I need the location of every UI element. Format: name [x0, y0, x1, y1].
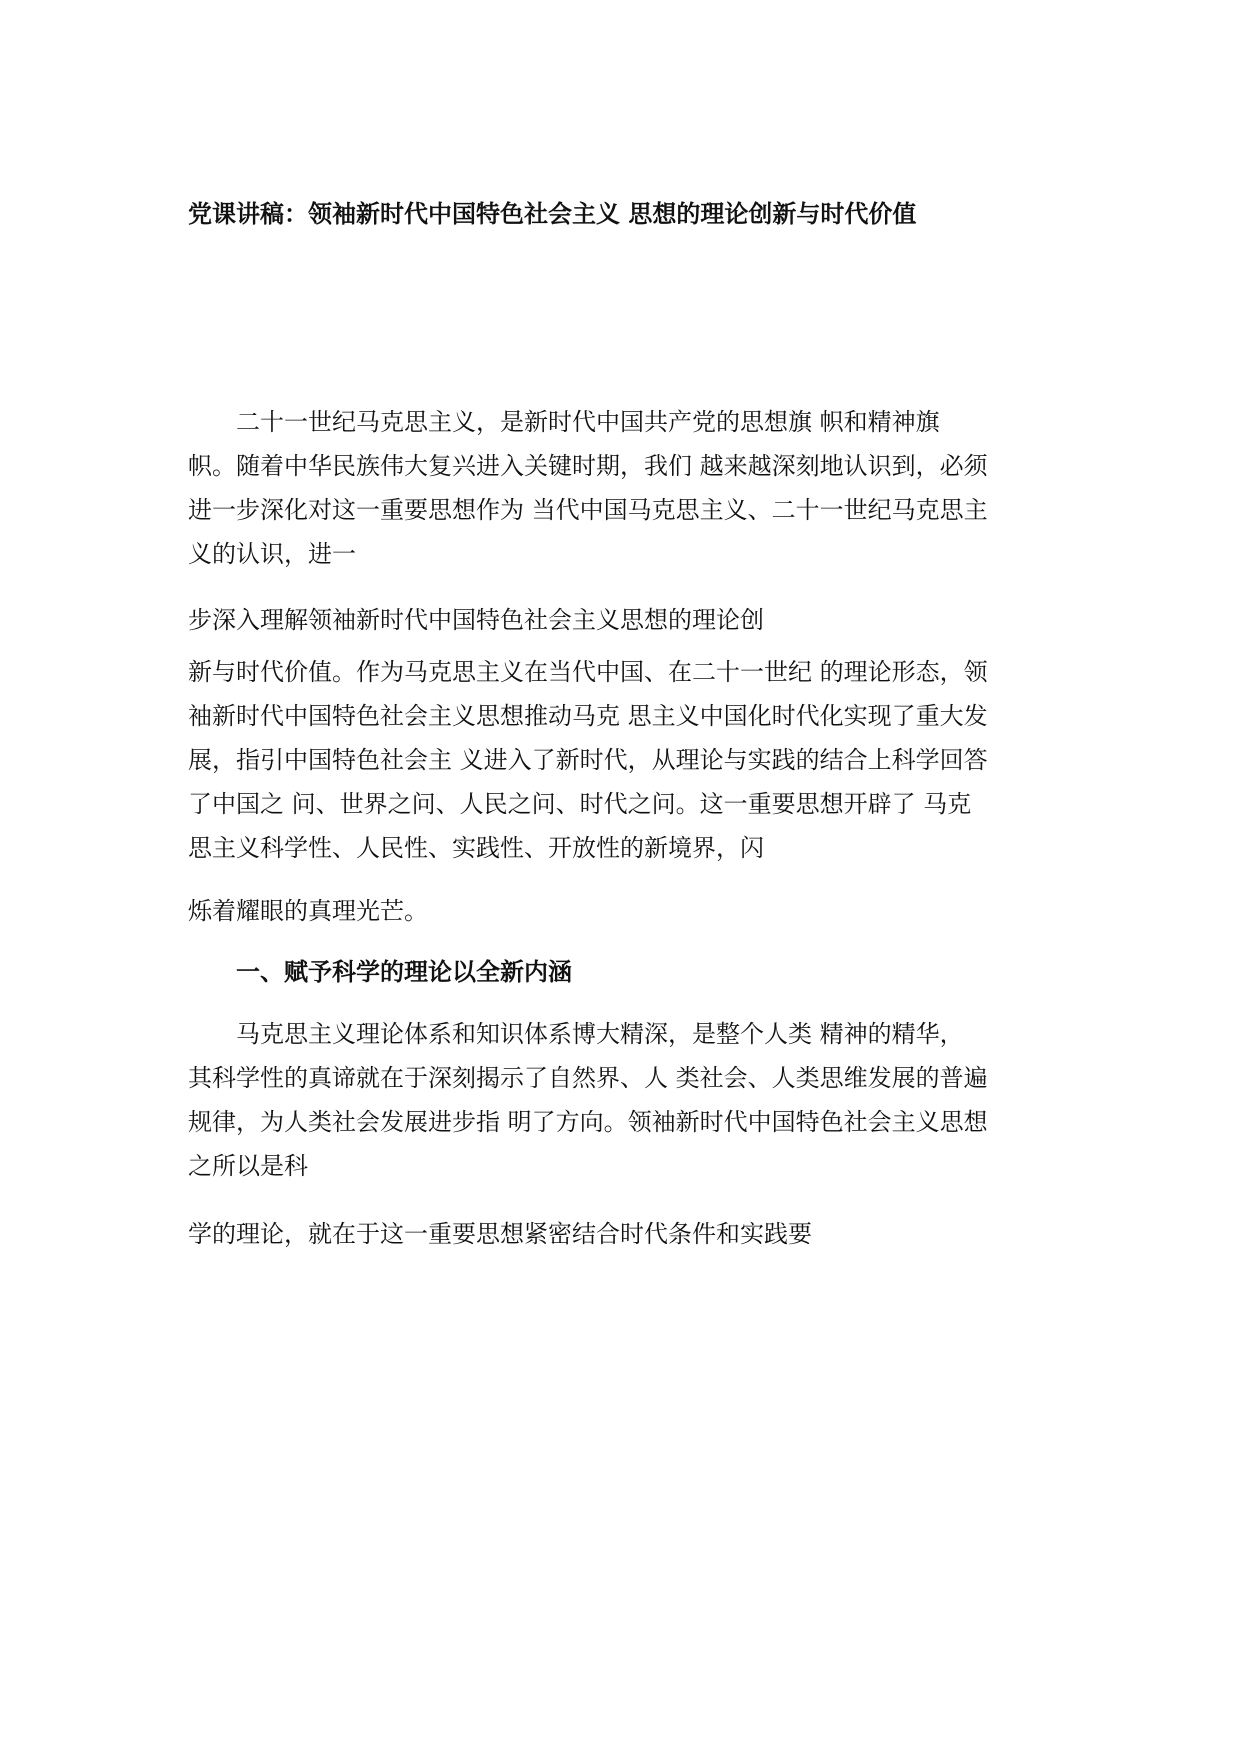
- section-heading: 一、赋予科学的理论以全新内涵: [236, 958, 572, 986]
- paragraph-line: 之所以是科: [188, 1152, 308, 1180]
- paragraph-line: 进一步深化对这一重要思想作为 当代中国马克思主义、二十一世纪马克思主: [188, 496, 988, 524]
- paragraph-line: 步深入理解领袖新时代中国特色社会主义思想的理论创: [188, 606, 764, 634]
- paragraph-line: 马克思主义理论体系和知识体系博大精深，是整个人类 精神的精华，: [236, 1020, 964, 1048]
- paragraph-line: 帜。随着中华民族伟大复兴进入关键时期，我们 越来越深刻地认识到，必须: [188, 452, 988, 480]
- paragraph-line: 义的认识，进一: [188, 540, 356, 568]
- document-title: 党课讲稿：领袖新时代中国特色社会主义 思想的理论创新与时代价值: [188, 200, 917, 228]
- paragraph-line: 袖新时代中国特色社会主义思想推动马克 思主义中国化时代化实现了重大发: [188, 702, 988, 730]
- paragraph-line: 其科学性的真谛就在于深刻揭示了自然界、人 类社会、人类思维发展的普遍: [188, 1064, 988, 1092]
- paragraph-line: 思主义科学性、人民性、实践性、开放性的新境界，闪: [188, 834, 764, 862]
- paragraph-line: 了中国之 问、世界之问、人民之问、时代之问。这一重要思想开辟了 马克: [188, 790, 972, 818]
- paragraph-line: 规律，为人类社会发展进步指 明了方向。领袖新时代中国特色社会主义思想: [188, 1108, 988, 1136]
- paragraph-line: 学的理论，就在于这一重要思想紧密结合时代条件和实践要: [188, 1220, 812, 1248]
- paragraph-line: 展，指引中国特色社会主 义进入了新时代，从理论与实践的结合上科学回答: [188, 746, 988, 774]
- paragraph-line: 二十一世纪马克思主义，是新时代中国共产党的思想旗 帜和精神旗: [236, 408, 940, 436]
- paragraph-line: 新与时代价值。作为马克思主义在当代中国、在二十一世纪 的理论形态，领: [188, 658, 988, 686]
- paragraph-line: 烁着耀眼的真理光芒。: [188, 897, 428, 925]
